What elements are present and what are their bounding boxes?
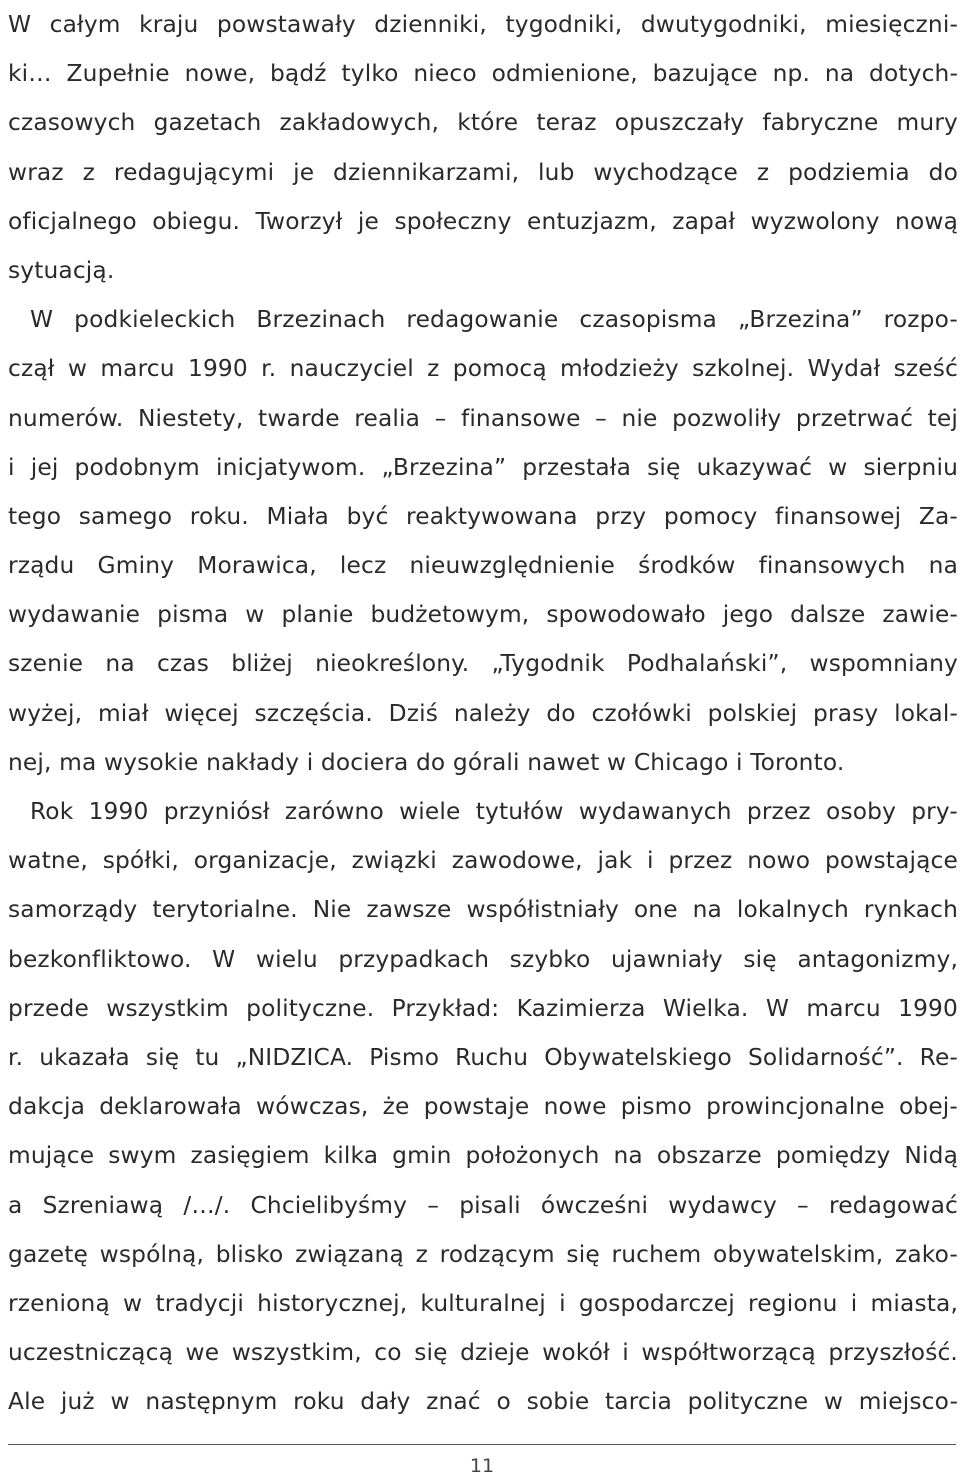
text-line: W całym kraju powstawały dzienniki, tygodniki, dwutygodniki, miesięczni- xyxy=(8,11,958,38)
text-line: wydawanie pisma w planie budżetowym, spowodowało jego dalsze zawie- xyxy=(8,601,958,629)
text-line: Ale już w następnym roku dały znać o sobie tarcia polityczne w miejsco- xyxy=(8,1388,958,1416)
document-page xyxy=(8,0,958,1482)
text-line: r. ukazała się tu „NIDZICA. Pismo Ruchu Obywatelskiego Solidarność”. Re- xyxy=(8,1043,958,1071)
text-line: dakcja deklarowała wówczas, że powstaje nowe pismo prowincjonalne obej- xyxy=(8,1093,958,1121)
text-line: wyżej, miał więcej szczęścia. Dziś należy do czołówki polskiej prasy lokal- xyxy=(8,699,958,727)
text-line: numerów. Niestety, twarde realia – finansowe – nie pozwoliły przetrwać tej xyxy=(8,404,958,432)
text-line: samorządy terytorialne. Nie zawsze współistniały one na lokalnych rynkach xyxy=(8,896,958,924)
text-line: tego samego roku. Miała być reaktywowana przy pomocy finansowej Za- xyxy=(8,502,958,530)
text-line: watne, spółki, organizacje, związki zawodowe, jak i przez nowo powstające xyxy=(8,847,958,875)
text-line: rządu Gminy Morawica, lecz nieuwzględnienie środków finansowych na xyxy=(8,552,958,580)
text-line: sytuacją. xyxy=(8,256,115,284)
text-line: czasowych gazetach zakładowych, które teraz opuszczały fabryczne mury xyxy=(8,109,958,137)
text-line: W podkieleckich Brzezinach redagowanie czasopisma „Brzezina” rozpo- xyxy=(30,306,958,334)
text-line: rzenioną w tradycji historycznej, kulturalnej i gospodarczej regionu i miasta, xyxy=(8,1289,958,1317)
text-line: uczestniczącą we wszystkim, co się dzieje wokół i współtworzącą przyszłość. xyxy=(8,1339,958,1367)
page-number: 11 xyxy=(469,1455,495,1477)
text-line: bezkonfliktowo. W wielu przypadkach szybko ujawniały się antagonizmy, xyxy=(8,945,958,973)
text-line: wraz z redagującymi je dziennikarzami, lub wychodzące z podziemia do xyxy=(8,158,958,186)
text-line: gazetę wspólną, blisko związaną z rodzącym się ruchem obywatelskim, zako- xyxy=(8,1240,958,1268)
text-line: ki… Zupełnie nowe, bądź tylko nieco odmienione, bazujące np. na dotych- xyxy=(8,60,958,88)
text-line: i jej podobnym inicjatywom. „Brzezina” przestała się ukazywać w sierpniu xyxy=(8,453,958,481)
body-text xyxy=(8,0,958,1426)
footer-rule xyxy=(8,1444,956,1445)
text-line: mujące swym zasięgiem kilka gmin położonych na obszarze pomiędzy Nidą xyxy=(8,1142,958,1170)
text-line: oficjalnego obiegu. Tworzył je społeczny entuzjazm, zapał wyzwolony nową xyxy=(8,207,958,235)
text-line: Rok 1990 przyniósł zarówno wiele tytułów wydawanych przez osoby pry- xyxy=(30,798,958,825)
text-line: nej, ma wysokie nakłady i dociera do górali nawet w Chicago i Toronto. xyxy=(8,748,845,776)
text-line: przede wszystkim polityczne. Przykład: Kazimierza Wielka. W marcu 1990 xyxy=(8,994,958,1022)
text-line: szenie na czas bliżej nieokreślony. „Tygodnik Podhalański”, wspomniany xyxy=(8,650,958,678)
text-line: czął w marcu 1990 r. nauczyciel z pomocą młodzieży szkolnej. Wydał sześć xyxy=(8,355,958,383)
text-line: a Szreniawą /…/. Chcielibyśmy – pisali ówcześni wydawcy – redagować xyxy=(8,1191,958,1219)
